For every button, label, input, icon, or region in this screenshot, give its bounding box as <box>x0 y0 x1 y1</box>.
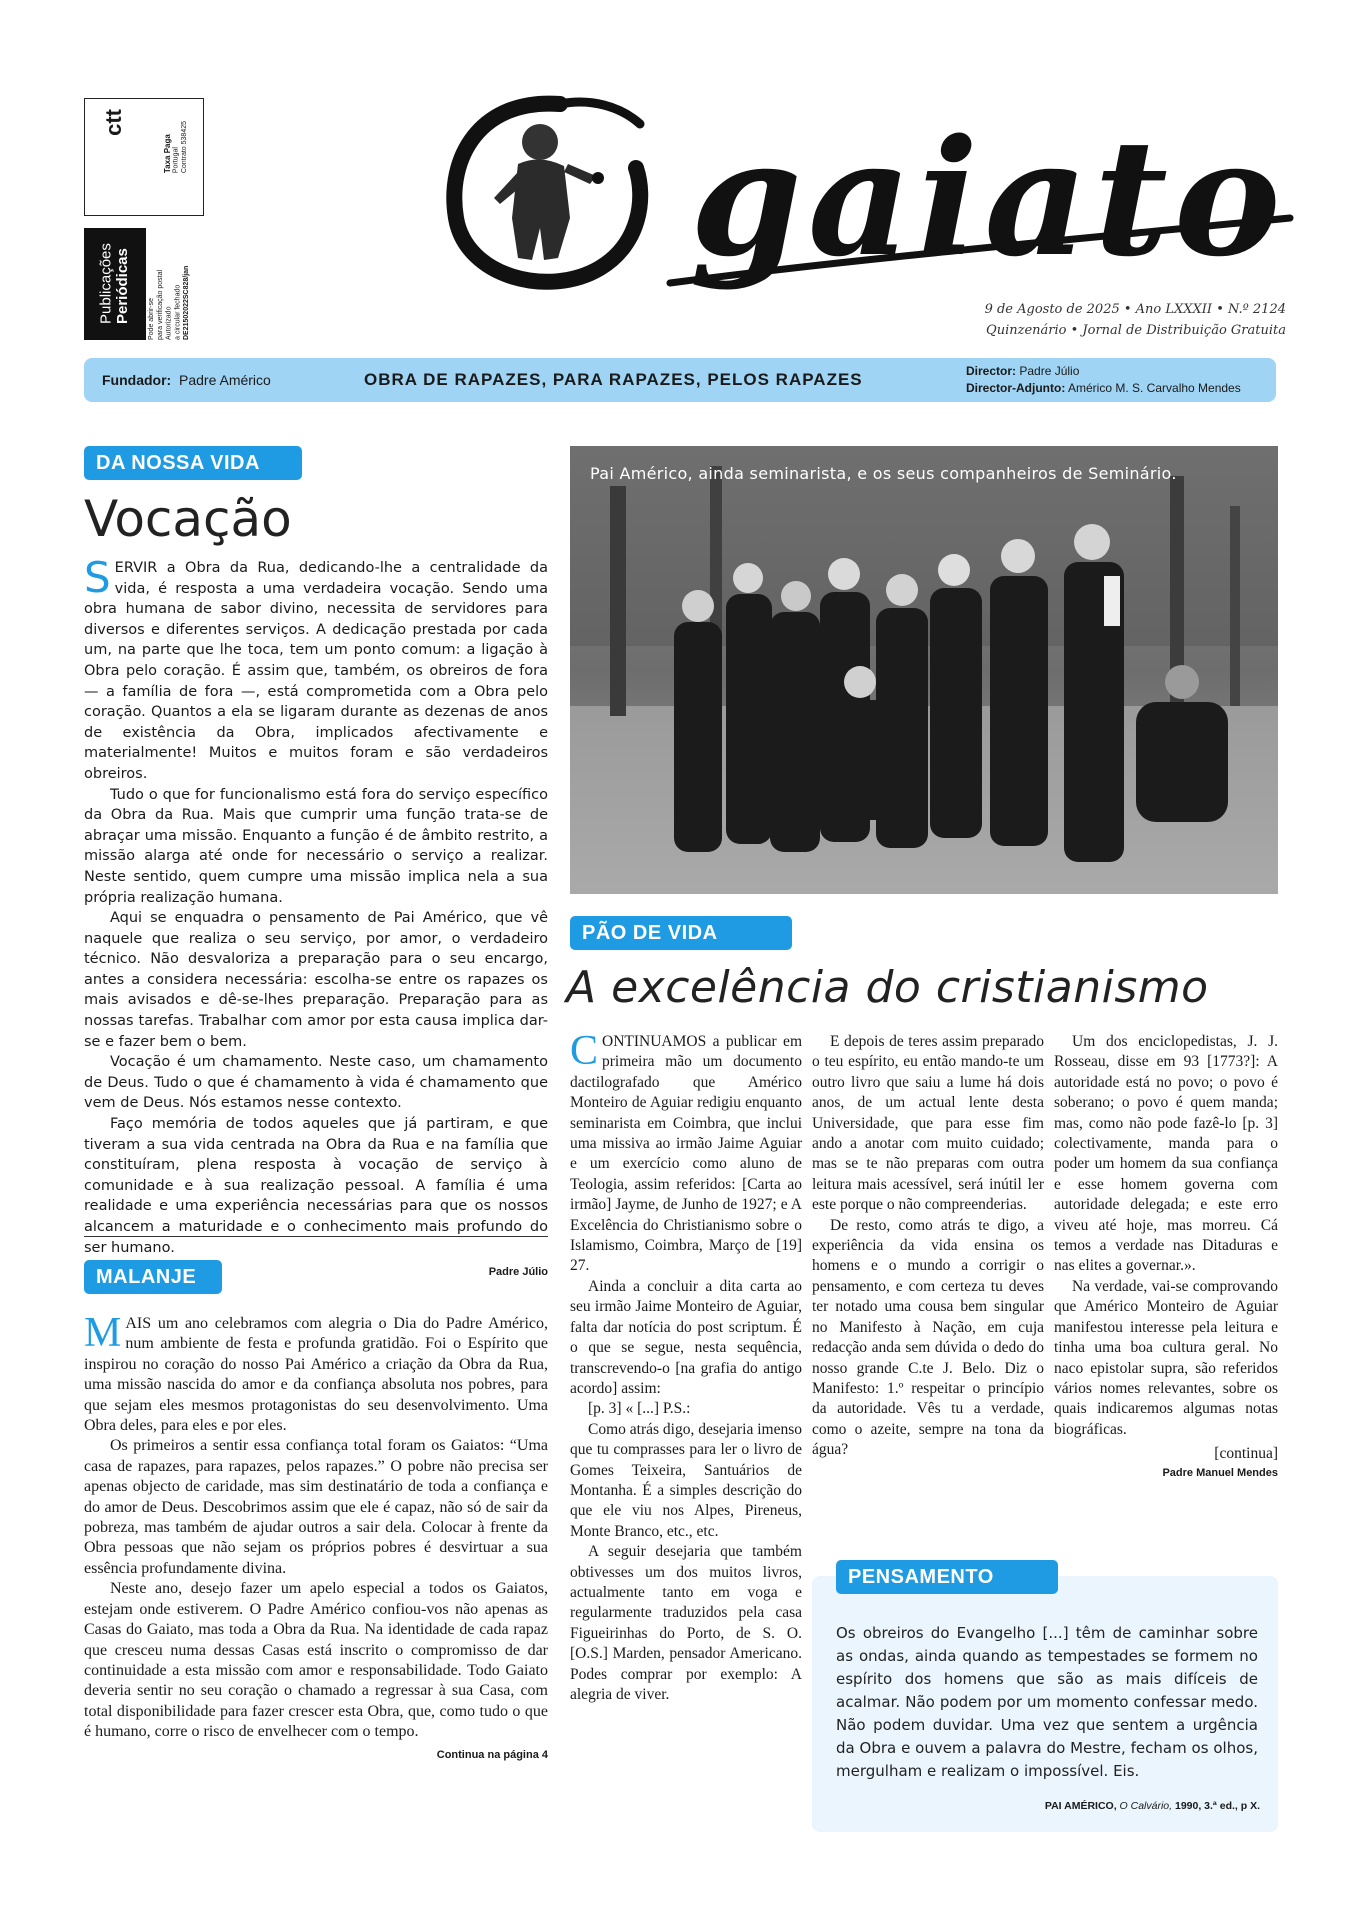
issue-periodicity: Quinzenário • Jornal de Distribuição Gratuita <box>986 322 1286 338</box>
article-title-excelencia: A excelência do cristianismo <box>566 962 1209 1013</box>
publicacoes-periodicas-label: Publicações Periódicas <box>84 228 146 340</box>
pensamento-quote: Os obreiros do Evangelho [...] têm de caminhar sobre as ondas, ainda quando as tempestades se formem no espírito dos homens que são as mais difíceis de acalmar. Não podem por um momento confessar medo. Não podem duvidar. Uma vez que sentem a urgência da Obra e ouvem a palavra do Mestre, fecham os olhos, mergulham e realizam o impossível. Eis. <box>836 1624 1258 1780</box>
paragraph: SERVIR a Obra da Rua, dedicando-lhe a centralidade da vida, é resposta a uma verdadeira vocação. Sendo uma obra humana de sabor divino, necessita de servidores para diversos e diferentes serviços. A dedicação prestada por cada um, na parte que lhe toca, tem um ponto comum: a ligação à Obra pelo coração. É assim que, também, os obreiros de fora — a família de fora —, está comprometida com a Obra pelo coração. Quantos a ela se ligaram durante as dezenas de anos de existência da Obra, implicados afectivamente e materialmente! Muitos e muitos foram e são verdadeiros obreiros. <box>84 553 548 782</box>
article-body-vocacao <box>84 553 548 1279</box>
paragraph: A seguir desejaria que também obtivesses um dos muitos livros, actualmente tanto em voga e regularmente traduzidos pela casa Figueirinhas do Porto, de S. O. [O.S.] Marden, pensador Americano. Podes comprar por exemplo: A alegria de viver. <box>570 1543 802 1703</box>
paragraph: Neste ano, desejo fazer um apelo especial a todos os Gaiatos, estejam onde estiverem. O Padre Américo confiou-vos não apenas as Casas do Gaiato, mas toda a Obra da Rua. Na identidade de cada rapaz que cresceu numa dessas Casas está inscrito o compromisso de dar continuidade a esta missão com amor e responsabilidade. Todo Gaiato deveria sentir no seu coração o chamado a regressar à sua Casa, com total disponibilidade para fazer crescer esta Obra, que, como tudo o que é humano, corre o risco de envelhecer com o tempo. <box>84 1580 548 1741</box>
directors: Director: Padre Júlio Director-Adjunto: Américo M. S. Carvalho Mendes <box>966 364 1241 395</box>
ctt-logo: ctt <box>101 109 126 136</box>
article-column-3 <box>1054 1032 1278 1479</box>
paragraph: De resto, como atrás te digo, a experiência da vida ensina os homens e o mundo a corrigir o pensamento, e com certeza tu deves ter notado uma cousa bem singular no Manifesto à Nação, em cuja redacção anda sem dúvida o dedo do nosso grande C.te J. Belo. Diz o Manifesto: 1.º respeitar o princípio da autoridade. Vês tu a verdade, como o azeite, sempre na tona da água? <box>812 1216 1044 1459</box>
divider <box>84 1236 548 1237</box>
paragraph: Um dos enciclopedistas, J. J. Rosseau, disse em 93 [1773?]: A autoridade está no povo; o povo é soberano; o povo é quem manda; mas, como não pode fazê-lo [p. 3] colectivamente, manda para o poder um homem da sua confiança e esse homem governa com autoridade delegada; e este erro viveu até hoje, mas morreu. Cá temos a verdade nas Ditaduras e nas elites a governar.». <box>1054 1033 1278 1275</box>
drop-cap: C <box>570 1028 599 1074</box>
paragraph: Aqui se enquadra o pensamento de Pai Américo, que vê naquele que realiza o seu serviço, por amor, o verdadeiro técnico. Não desvaloriza a preparação para o seu encargo, antes a considera necessária: escolha-se entre os rapazes os mais avisados e dê-se-lhes preparação. Preparação para as nossas tarefas. Trabalhar com amor por esta causa implica dar-se e fazer bem o bem. <box>84 910 548 1050</box>
group-photo-image <box>570 446 1278 894</box>
photo-caption: Pai Américo, ainda seminarista, e os seus companheiros de Seminário. <box>590 464 1177 483</box>
postal-taxa-paga: Taxa Paga Portugal Contrato 538425 <box>163 121 188 174</box>
section-tag-pensamento: PENSAMENTO <box>836 1560 1058 1594</box>
signature-pao: Padre Manuel Mendes <box>1162 1466 1278 1479</box>
paragraph: MAIS um ano celebramos com alegria o Dia do Padre Américo, num ambiente de festa e profunda gratidão. Foi o Espírito que inspirou no coração do nosso Pai Américo a criação da Obra da Rua, uma missão nascida do amor e da confiança absoluta nos pobres, para que sejam eles mesmos protagonistas do seu desenvolvimento. Uma Obra deles, para eles e por eles. <box>84 1310 548 1435</box>
postal-authorization-note: Pode abrir-se para verificação postal Autorizado a circular fechado DE21502022SC828/jan <box>148 265 190 340</box>
paragraph: Na verdade, vai-se comprovando que Américo Monteiro de Aguiar manifestou interesse pela leitura e tinha uma boa cultura geral. No naco epistolar supra, são referidos vários nomes relevantes, sobre os quais indicaremos algumas notas biográficas. <box>1054 1277 1278 1438</box>
masthead-logo <box>440 88 1300 308</box>
continued-note: Continua na página 4 <box>436 1748 548 1761</box>
founder: Fundador: Padre Américo <box>102 372 271 388</box>
paragraph: [p. 3] « [...] P.S.: <box>588 1400 691 1418</box>
paragraph: Ainda a concluir a dita carta ao seu irmão Jaime Monteiro de Aguiar, falta dar notícia do post scriptum. É o que se segue, nesta sequência, transcrevendo-o [na grafia do antigo acordo] assim: <box>570 1277 802 1397</box>
postal-ctt-box <box>84 98 204 216</box>
paragraph: Como atrás digo, desejaria imenso que tu comprasses para ler o livro de Gomes Teixeira, Santuários de Montanha. É a simples descrição do que ele viu nos Alpes, Pireneus, Monte Branco, etc., etc. <box>570 1420 802 1540</box>
paragraph: Vocação é um chamamento. Neste caso, um chamamento de Deus. Tudo o que é chamamento à vida é chamamento que vem de Deus. Nós estamos nesse contexto. <box>84 1054 548 1112</box>
paragraph: Tudo o que for funcionalismo está fora do serviço específico da Obra da Rua. Mais que cumprir uma função trata-se de abraçar uma missão. Enquanto a função é de âmbito restrito, a missão alarga até onde for necessário o serviço a realizar. Neste sentido, quem cumpre uma missão implica nela a sua própria realização humana. <box>84 786 548 906</box>
section-tag-malanje: MALANJE <box>84 1260 222 1294</box>
publicacoes-periodicas-box <box>84 228 204 340</box>
masthead-title-word: gaiato <box>690 104 1287 292</box>
article-title-vocacao: Vocação <box>84 490 292 548</box>
motto: OBRA DE RAPAZES, PARA RAPAZES, PELOS RAPAZES <box>364 370 863 389</box>
paragraph: Faço memória de todos aqueles que já partiram, e que tiveram a sua vida centrada na Obra da Rua e na família que constituíram, plena resposta à vocação de serviço à comunidade e à sua realização pessoal. A família é uma realidade e uma experiência necessárias para que os nossos alcancem a maturidade e o conhecimento mais profundo do ser humano. <box>84 1116 548 1256</box>
issue-date: 9 de Agosto de 2025 • Ano LXXXII • N.º 2124 <box>984 302 1286 317</box>
article-body-malanje <box>84 1310 548 1761</box>
pensamento-box <box>812 1576 1278 1832</box>
masthead-banner <box>84 358 1276 402</box>
paragraph: CONTINUAMOS a publicar em primeira mão um documento dactilografado que Américo Monteiro de Aguiar redigiu enquanto seminarista em Coimbra, que inclui uma missiva ao irmão Jaime Aguiar e um exercício como aluno de Teologia, assim referidos: [Carta ao irmão] Jayme, de Junho de 1927; e A Excelência do Christianismo sobre o Islamismo, Coimbra, Março de [19] 27. <box>570 1028 802 1275</box>
article-column-2 <box>812 1032 1044 1461</box>
drop-cap: S <box>84 553 111 602</box>
continua-note: [continua] <box>1214 1445 1278 1463</box>
pensamento-source: PAI AMÉRICO, O Calvário, 1990, 3.ª ed., p X. <box>1044 1800 1260 1812</box>
paragraph: E depois de teres assim preparado o teu espírito, eu então mando-te um outro livro que saiu a lume há dois anos, de um actual lente desta Universidade, que para esse fim ando a anotar com muito cuidado; mas se te não preparas com outra leitura mais acessível, será inútil ler este porque o não compreenderias. <box>812 1033 1044 1214</box>
drop-cap: M <box>84 1310 122 1356</box>
issue-dateline <box>985 300 1286 342</box>
section-tag-pao-de-vida: PÃO DE VIDA <box>570 916 792 950</box>
seminarians-photo <box>570 446 1278 894</box>
paragraph: Os primeiros a sentir essa confiança total foram os Gaiatos: “Uma casa de rapazes, para rapazes, pelos rapazes.” O pobre não precisa ser apenas objecto de caridade, mas sim destinatário de toda a confiança e do amor de Deus. Descobrimos assim que ele é capaz, não só de sair da pobreza, mas também de ajudar outros a sair dela. Colocar à frente da Obra pessoas que não sejam os próprios pobres é desvirtuar a sua essência profundamente divina. <box>84 1437 548 1577</box>
article-column-1 <box>570 1028 802 1705</box>
signature-vocacao: Padre Júlio <box>488 1266 548 1279</box>
section-tag-da-nossa-vida: DA NOSSA VIDA <box>84 446 302 480</box>
